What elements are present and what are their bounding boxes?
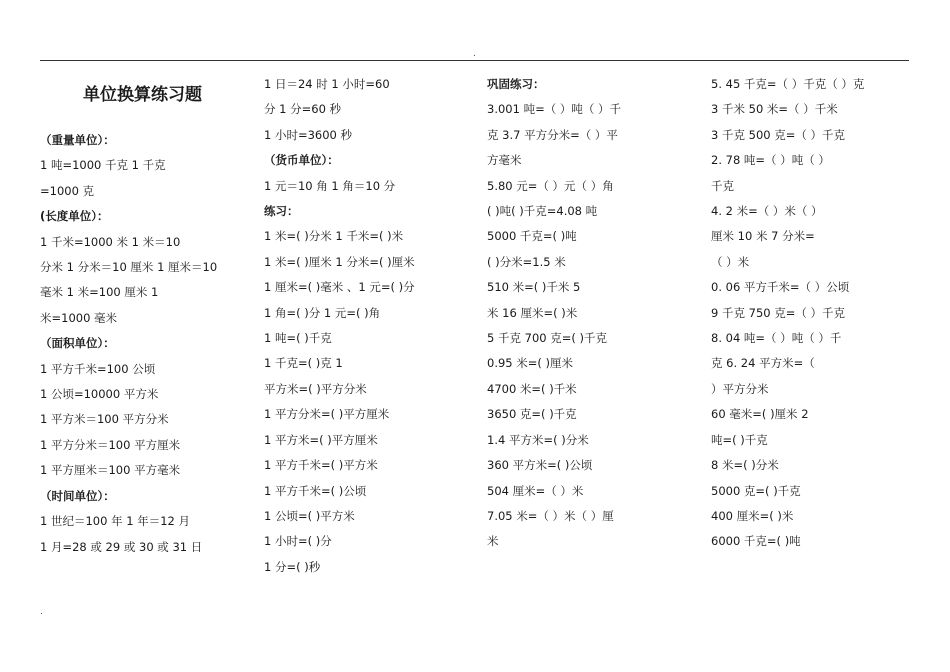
- exercise-line: 510 米=( )千米 5: [487, 280, 581, 295]
- exercise-line: 9 千克 750 克=（ ）千克: [711, 305, 846, 320]
- page-title: 单位换算练习题: [83, 85, 202, 105]
- section-heading: （重量单位）：: [40, 133, 115, 147]
- exercise-line: 504 厘米=（ ）米: [487, 483, 584, 498]
- exercise-line: 1 平方千米=100 公顷: [40, 361, 156, 376]
- exercise-line: 5 千克 700 克=( )千克: [487, 331, 607, 346]
- exercise-line: =1000 克: [40, 183, 95, 198]
- exercise-line: 平方米=( )平方分米: [264, 381, 367, 396]
- exercise-line: 克 6. 24 平方米=（: [711, 356, 815, 371]
- exercise-line: 1 千克=( )克 1: [264, 356, 343, 371]
- exercise-line: 1 小时=( )分: [264, 534, 332, 549]
- exercise-line: 1 平方米=( )平方厘米: [264, 432, 378, 447]
- column-1-lines: [40, 128, 245, 560]
- exercise-line: 5. 45 千克=（ ）千克（ ）克: [711, 77, 865, 91]
- exercise-line: （ ）米: [711, 254, 750, 269]
- section-heading: （时间单位）：: [40, 488, 115, 503]
- exercise-line: ）平方分米: [711, 381, 769, 396]
- exercise-line: 5.80 元=（ ）元（ ）角: [487, 178, 614, 193]
- column-2: [264, 72, 469, 580]
- exercise-line: 360 平方米=( )公顷: [487, 458, 593, 473]
- exercise-line: 1 平方千米=( )公顷: [264, 483, 367, 498]
- exercise-line: 1 月=28 或 29 或 30 或 31 日: [40, 539, 203, 554]
- exercise-line: 0.95 米=( )厘米: [487, 356, 574, 371]
- exercise-line: 毫米 1 米=100 厘米 1: [40, 285, 159, 300]
- section-heading: (长度单位）：: [40, 209, 109, 224]
- exercise-line: 60 毫米=( )厘米 2: [711, 407, 809, 422]
- exercise-line: 6000 千克=( )吨: [711, 534, 801, 549]
- exercise-line: 8. 04 吨=（ ）吨（ ）千: [711, 331, 842, 346]
- exercise-line: 1 公顷=10000 平方米: [40, 387, 159, 402]
- exercise-line: 1 平方米＝100 平方分米: [40, 412, 169, 427]
- exercise-line: 1 平方分米＝100 平方厘米: [40, 437, 181, 452]
- exercise-line: 分 1 分=60 秒: [264, 102, 342, 117]
- exercise-line: 千克: [711, 178, 734, 193]
- exercise-line: 3.001 吨=（ ）吨（ ）千: [487, 102, 622, 117]
- exercise-line: 4700 米=( )千米: [487, 381, 577, 396]
- exercise-line: 1.4 平方米=( )分米: [487, 432, 589, 447]
- exercise-line: 8 米=( )分米: [711, 458, 779, 473]
- exercise-line: 1 平方千米=( )平方米: [264, 458, 378, 473]
- exercise-line: 1 吨=1000 千克 1 千克: [40, 158, 166, 173]
- exercise-line: 1 米=( )分米 1 千米=( )米: [264, 229, 404, 244]
- exercise-line: 1 千米=1000 米 1 米＝10: [40, 234, 181, 249]
- exercise-line: 1 元＝10 角 1 角＝10 分: [264, 178, 396, 193]
- exercise-line: 4. 2 米=（ ）米（ ）: [711, 204, 823, 219]
- column-3: [487, 72, 692, 555]
- column-3-lines: [487, 72, 692, 555]
- exercise-line: 400 厘米=( )米: [711, 508, 794, 523]
- column-4: [711, 72, 916, 555]
- exercise-line: 分米 1 分米＝10 厘米 1 厘米＝10: [40, 260, 218, 275]
- exercise-line: 5000 千克=( )吨: [487, 229, 577, 244]
- exercise-line: 7.05 米=（ ）米（ ）厘: [487, 508, 614, 523]
- footer-mark: .: [40, 607, 43, 617]
- exercise-line: 1 公顷=( )平方米: [264, 508, 355, 523]
- column-1: [40, 72, 245, 560]
- column-4-lines: [711, 72, 916, 555]
- exercise-line: 方毫米: [487, 153, 522, 168]
- exercise-line: 1 平方厘米＝100 平方毫米: [40, 463, 181, 478]
- exercise-line: 吨=( )千克: [711, 432, 768, 447]
- exercise-line: 米: [487, 534, 499, 549]
- exercise-line: 厘米 10 米 7 分米=: [711, 229, 815, 244]
- exercise-line: 1 日＝24 时 1 小时=60: [264, 77, 390, 91]
- header-rule: [40, 60, 909, 61]
- exercise-line: 1 世纪＝100 年 1 年＝12 月: [40, 514, 190, 529]
- exercise-line: 0. 06 平方千米=（ ）公顷: [711, 280, 850, 295]
- section-heading: （货币单位）：: [264, 153, 339, 168]
- exercise-line: 3 千米 50 米=（ ）千米: [711, 102, 838, 117]
- exercise-line: 3650 克=( )千克: [487, 407, 577, 422]
- section-heading: 练习：: [264, 204, 299, 219]
- section-heading: （面积单位）：: [40, 336, 115, 351]
- exercise-line: 2. 78 吨=（ ）吨（ ）: [711, 153, 830, 168]
- section-heading: 巩固练习：: [487, 77, 545, 91]
- exercise-line: 克 3.7 平方分米=（ ）平: [487, 127, 618, 142]
- exercise-line: 1 角=( )分 1 元=( )角: [264, 305, 381, 320]
- exercise-line: 米=1000 毫米: [40, 310, 118, 325]
- header-mark: .: [473, 49, 476, 59]
- exercise-line: 1 厘米=( )毫米 、1 元=( )分: [264, 280, 415, 295]
- exercise-line: 1 吨=( )千克: [264, 331, 332, 346]
- column-2-lines: [264, 72, 469, 580]
- exercise-line: 3 千克 500 克=（ ）千克: [711, 127, 846, 142]
- exercise-line: 米 16 厘米=( )米: [487, 305, 578, 320]
- exercise-line: 5000 克=( )千克: [711, 483, 801, 498]
- exercise-line: 1 米=( )厘米 1 分米=( )厘米: [264, 254, 415, 269]
- exercise-line: 1 小时=3600 秒: [264, 127, 353, 142]
- exercise-line: ( )分米=1.5 米: [487, 254, 566, 269]
- exercise-line: 1 平方分米=( )平方厘米: [264, 407, 390, 422]
- exercise-line: 1 分=( )秒: [264, 559, 321, 574]
- exercise-line: ( )吨( )千克=4.08 吨: [487, 204, 598, 219]
